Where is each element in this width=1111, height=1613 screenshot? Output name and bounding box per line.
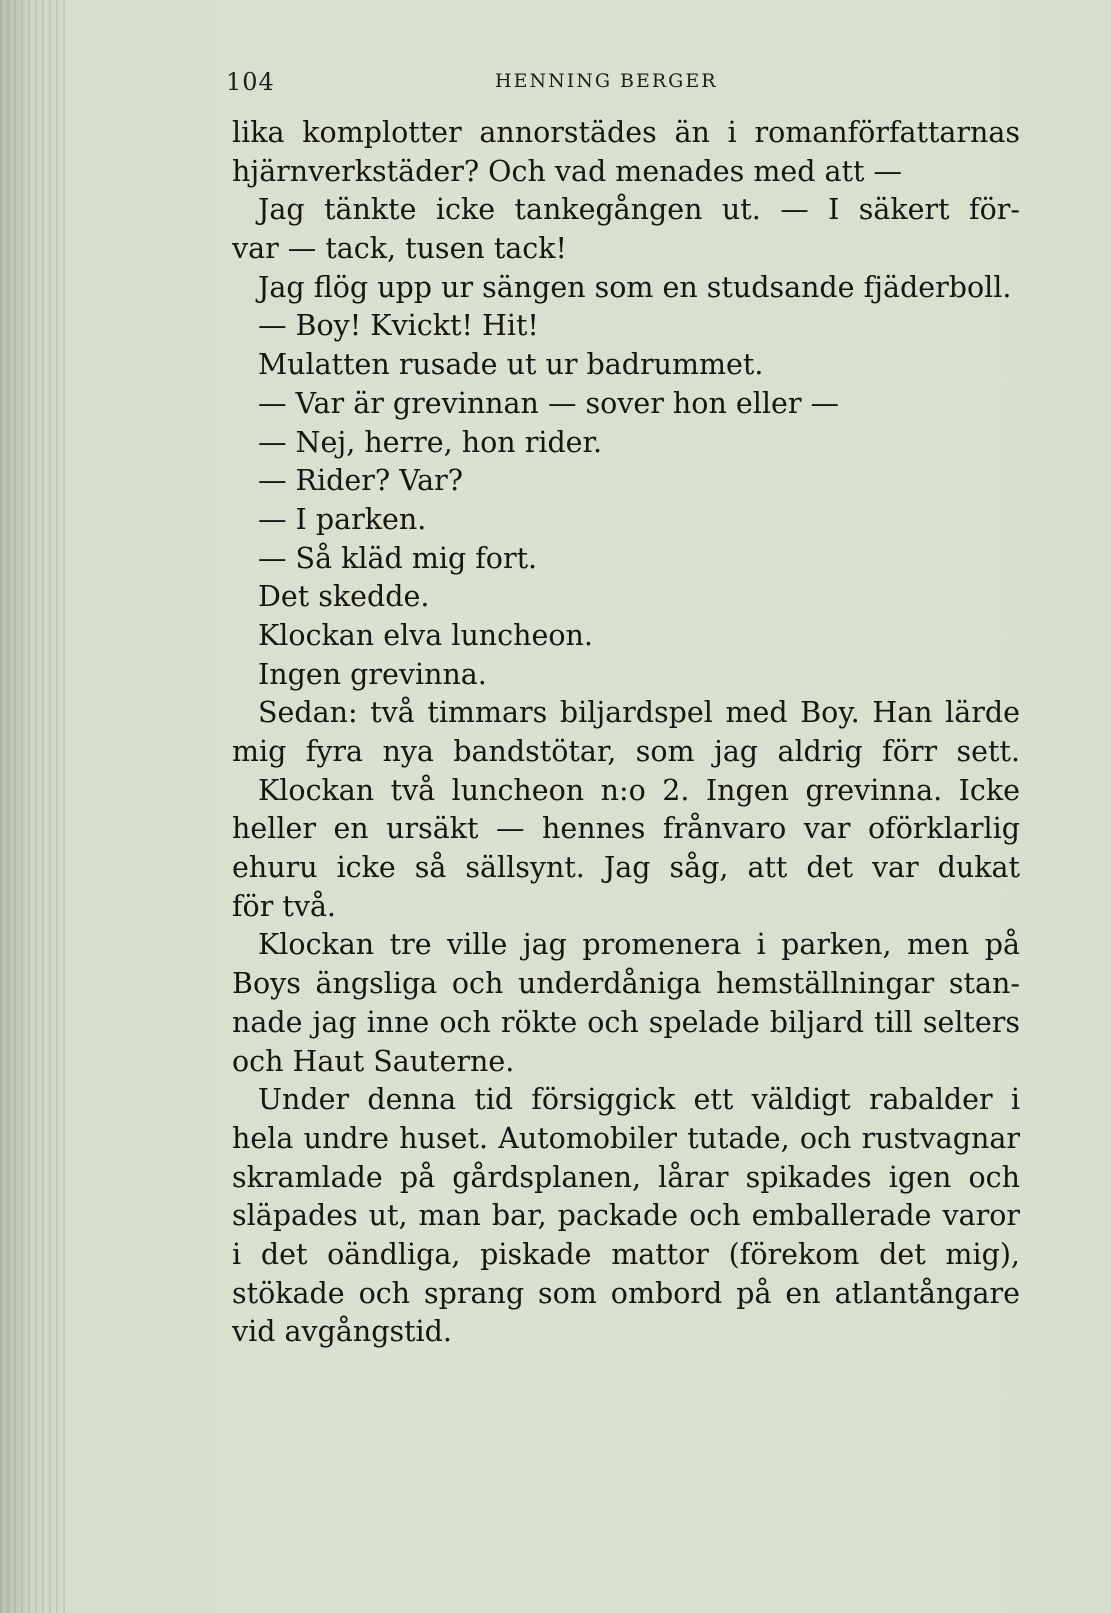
page-number: 104	[226, 68, 275, 96]
text-line: mig fyra nya bandstötar, som jag aldrig förr sett.	[232, 735, 1020, 768]
text-line: Mulatten rusade ut ur badrummet.	[258, 348, 764, 382]
text-line: hela undre huset. Automobiler tutade, och rustvagnar	[232, 1121, 1020, 1155]
text-line: — Boy! Kvickt! Hit!	[258, 309, 539, 343]
text-line: Boys ängsliga och underdåniga hemställningar stan-	[232, 967, 1020, 1001]
text-line: Klockan tre ville jag promenera i parken, men på	[258, 928, 1020, 962]
page-header	[226, 68, 1006, 108]
text-line: skramlade på gårdsplanen, lårar spikades igen och	[232, 1160, 1020, 1194]
text-line: Det skedde.	[258, 580, 430, 614]
text-line: — Så kläd mig fort.	[258, 541, 538, 575]
text-line: lika komplotter annorstädes än i romanförfattarnas	[232, 116, 1020, 149]
text-line: Klockan elva luncheon.	[258, 618, 593, 652]
page-gutter-shadow	[0, 0, 70, 1613]
text-line: vid avgångstid.	[232, 1315, 452, 1349]
body-text	[232, 114, 1020, 1352]
text-line: släpades ut, man bar, packade och emballerade varor	[232, 1199, 1020, 1233]
text-line: nade jag inne och rökte och spelade biljard till selters	[232, 1005, 1020, 1039]
text-line: Under denna tid försiggick ett väldigt rabalder i	[258, 1083, 1020, 1117]
text-line: Jag tänkte icke tankegången ut. — I säkert för-	[258, 193, 1020, 227]
text-line: för två.	[232, 889, 336, 923]
text-line: ehuru icke så sällsynt. Jag såg, att det var dukat	[232, 851, 1020, 885]
text-line: — Var är grevinnan — sover hon eller —	[258, 386, 840, 420]
text-line: Ingen grevinna.	[258, 657, 487, 691]
text-line: — I parken.	[258, 502, 427, 536]
text-line: Jag flög upp ur sängen som en studsande fjäderboll.	[258, 270, 1012, 304]
running-head: HENNING BERGER	[495, 70, 718, 92]
text-line: var — tack, tusen tack!	[232, 232, 567, 266]
text-line: Sedan: två timmars biljardspel med Boy. Han lärde	[258, 696, 1020, 730]
text-line: hjärnverkstäder? Och vad menades med att —	[232, 154, 902, 188]
text-line: Klockan två luncheon n:o 2. Ingen grevinna. Icke	[258, 773, 1020, 807]
text-line: — Rider? Var?	[258, 464, 464, 498]
text-line: i det oändliga, piskade mattor (förekom det mig),	[232, 1237, 1020, 1271]
text-line: — Nej, herre, hon rider.	[258, 425, 603, 459]
text-line: heller en ursäkt — hennes frånvaro var oförklarlig	[232, 812, 1020, 846]
text-line: stökade och sprang som ombord på en atlantångare	[232, 1276, 1020, 1310]
text-line: och Haut Sauterne.	[232, 1044, 515, 1078]
